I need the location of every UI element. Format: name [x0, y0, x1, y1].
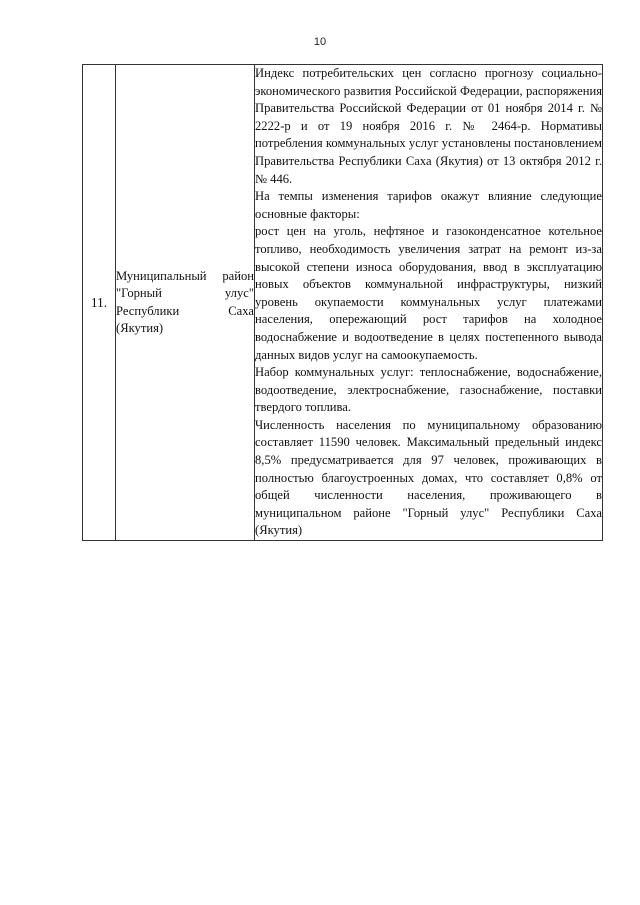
- row-number: 11.: [90, 294, 108, 310]
- description-paragraph-factors: рост цен на уголь, нефтяное и газоконденсатное котельное топливо, необходимость увеличения затрат на ремонт из-за высокой степени износа оборудования, ввод в эксплуатацию новых объектов коммунальной инфраструктуры, низкий уровень окупаемости коммунальных услуг платежами населения, опережающий рост тарифов на холодное водоснабжение и водоотведение в целях постепенного вывода данных видов услуг на самоокупаемость.: [255, 224, 602, 362]
- tariff-table: [82, 64, 603, 541]
- table-row: [83, 65, 603, 541]
- description-cell: [255, 65, 603, 541]
- description-paragraph-population: Численность населения по муниципальному образованию составляет 11590 человек. Максимальный предельный индекс 8,5% предусматривается для 97 человек, проживающих в полностью благоустроенных домах, что составляет 0,8% от общей численности населения, проживающего в муниципальном районе "Горный улус" Республики Саха (Якутия): [255, 417, 602, 538]
- row-number-cell: [83, 65, 116, 541]
- description-paragraph-cpi: Индекс потребительских цен согласно прогнозу социально-экономического развития Российской Федерации, распоряжения Правительства Российской Федерации от 01 ноября 2014 г. № 2222-р и от 19 ноября 2016 г. № 2464-р. Нормативы потребления коммунальных услуг установлены постановлением Правительства Республики Саха (Якутия) от 13 октября 2012 г. № 446.: [255, 66, 602, 186]
- municipality-name: Муниципальный район "Горный улус" Республики Саха (Якутия): [116, 268, 254, 335]
- municipality-cell: [116, 65, 255, 541]
- description-paragraph-factors-intro: На темпы изменения тарифов окажут влияние следующие основные факторы:: [255, 189, 602, 221]
- description-paragraph-services: Набор коммунальных услуг: теплоснабжение, водоснабжение, водоотведение, электроснабжение, газоснабжение, поставки твердого топлива.: [255, 365, 602, 415]
- page-number: 10: [313, 36, 327, 48]
